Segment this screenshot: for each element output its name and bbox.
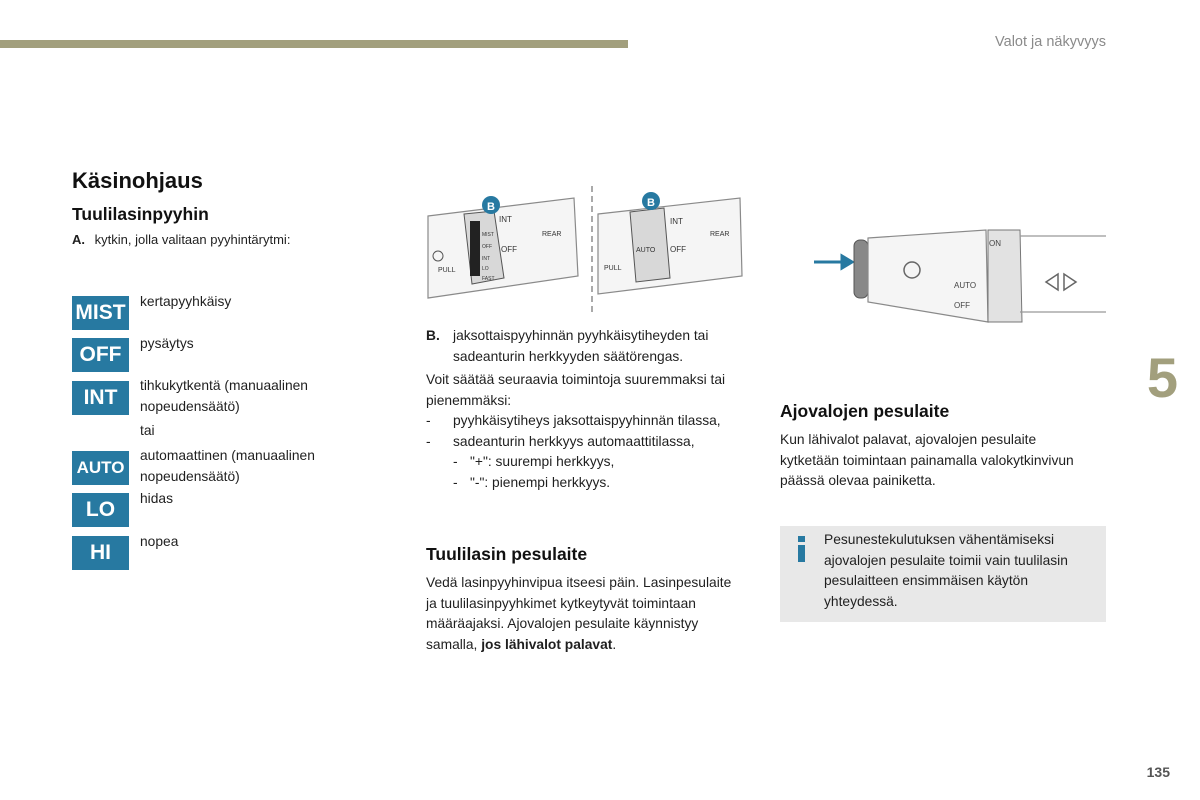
sub-list-item: - "+": suurempi herkkyys,	[453, 454, 615, 469]
section-title: Valot ja näkyvyys	[995, 34, 1106, 50]
arrow-icon	[814, 256, 852, 268]
left-off2-label: OFF	[482, 244, 492, 250]
auto-label: AUTO	[954, 281, 977, 290]
left-off-label: OFF	[501, 245, 517, 254]
headlamp-washer-heading: Ajovalojen pesulaite	[780, 401, 950, 421]
right-int-label: INT	[670, 217, 683, 226]
header-rule	[0, 40, 628, 48]
right-stalk	[598, 192, 742, 294]
mist-badge: MIST	[72, 296, 129, 330]
washer-heading: Tuulilasin pesulaite	[426, 544, 588, 564]
b-description	[426, 326, 756, 367]
off-desc: pysäytys	[140, 336, 194, 351]
svg-text:B: B	[487, 201, 495, 213]
info-note	[780, 526, 1106, 622]
info-note-text: Pesunestekulutuksen vähentämiseksi ajovalojen pesulaite toimii vain tuulilasin pesulaitteen ensimmäisen käytön yhteydessä.	[824, 532, 1068, 609]
right-pull-label: PULL	[604, 265, 622, 272]
washer-paragraph: Vedä lasinpyyhinvipua itseesi päin. Lasinpesulaite ja tuulilasinpyyhkimet kytkeytyvät toimintaan määräajaksi. Ajovalojen pesulaite käynnistyy samalla, jos lähivalot palavat.	[426, 575, 732, 652]
auto-badge: AUTO	[72, 451, 129, 485]
left-fast-label: FAST	[482, 276, 495, 282]
intro-label: A.	[72, 232, 85, 247]
intro-text: kytkin, jolla valitaan pyyhintärytmi:	[94, 232, 291, 247]
adjust-list	[426, 411, 748, 493]
off-label: OFF	[954, 301, 970, 310]
svg-text:B: B	[647, 197, 655, 209]
right-rear-label: REAR	[710, 231, 730, 238]
right-auto-label: AUTO	[636, 247, 656, 254]
light-stalk-diagram	[806, 226, 1108, 340]
left-int2-label: INT	[482, 256, 491, 262]
sub-list-item: - "-": pienempi herkkyys.	[453, 474, 611, 490]
off-badge: OFF	[72, 338, 129, 372]
left-int-label: INT	[499, 215, 512, 224]
hi-desc: nopea	[140, 534, 179, 549]
int-badge: INT	[72, 381, 129, 415]
left-rear-label: REAR	[542, 231, 562, 238]
left-pull-label: PULL	[438, 267, 456, 274]
b-label: B.	[426, 328, 440, 343]
adjust-paragraph: Voit säätää seuraavia toimintoja suuremmaksi tai pienemmäksi:	[426, 372, 726, 408]
lo-badge: LO	[72, 493, 129, 527]
chapter-number: 5	[1146, 346, 1178, 409]
wiper-stalk-diagram	[424, 186, 746, 316]
list-item: - pyyhkäisytiheys jaksottaispyyhinnän tilassa,	[426, 413, 721, 428]
left-stalk	[428, 196, 578, 298]
b-text: jaksottaispyyhinnän pyyhkäisytiheyden tai sadeanturin herkkyyden säätörengas.	[453, 328, 709, 364]
wiper-heading: Tuulilasinpyyhin	[72, 204, 209, 224]
auto-desc: automaattinen (manuaalinen nopeudensäätö)	[140, 448, 315, 484]
info-icon	[796, 536, 806, 562]
direction-arrows-icon	[1046, 274, 1076, 290]
mist-desc: kertapyyhkäisy	[140, 294, 232, 309]
list-item: - sadeanturin herkkyys automaattitilassa,	[426, 433, 695, 449]
headlamp-washer-text: Kun lähivalot palavat, ajovalojen pesulaite kytketään toimintaan painamalla valokytkinvivun päässä olevaa painiketta.	[780, 432, 1074, 488]
page-title: Käsinohjaus	[72, 168, 203, 193]
hi-badge: HI	[72, 536, 129, 570]
page-number: 135	[1146, 764, 1170, 780]
on-label: ON	[989, 239, 1001, 248]
right-off-label: OFF	[670, 245, 686, 254]
left-lo-label: LO	[482, 266, 489, 272]
left-mist-label: MIST	[482, 232, 494, 238]
lo-desc: hidas	[140, 491, 173, 506]
int-desc: tihkukytkentä (manuaalinen nopeudensäätö)	[140, 378, 308, 414]
intro-line	[72, 230, 290, 251]
or-text: tai	[140, 423, 155, 438]
